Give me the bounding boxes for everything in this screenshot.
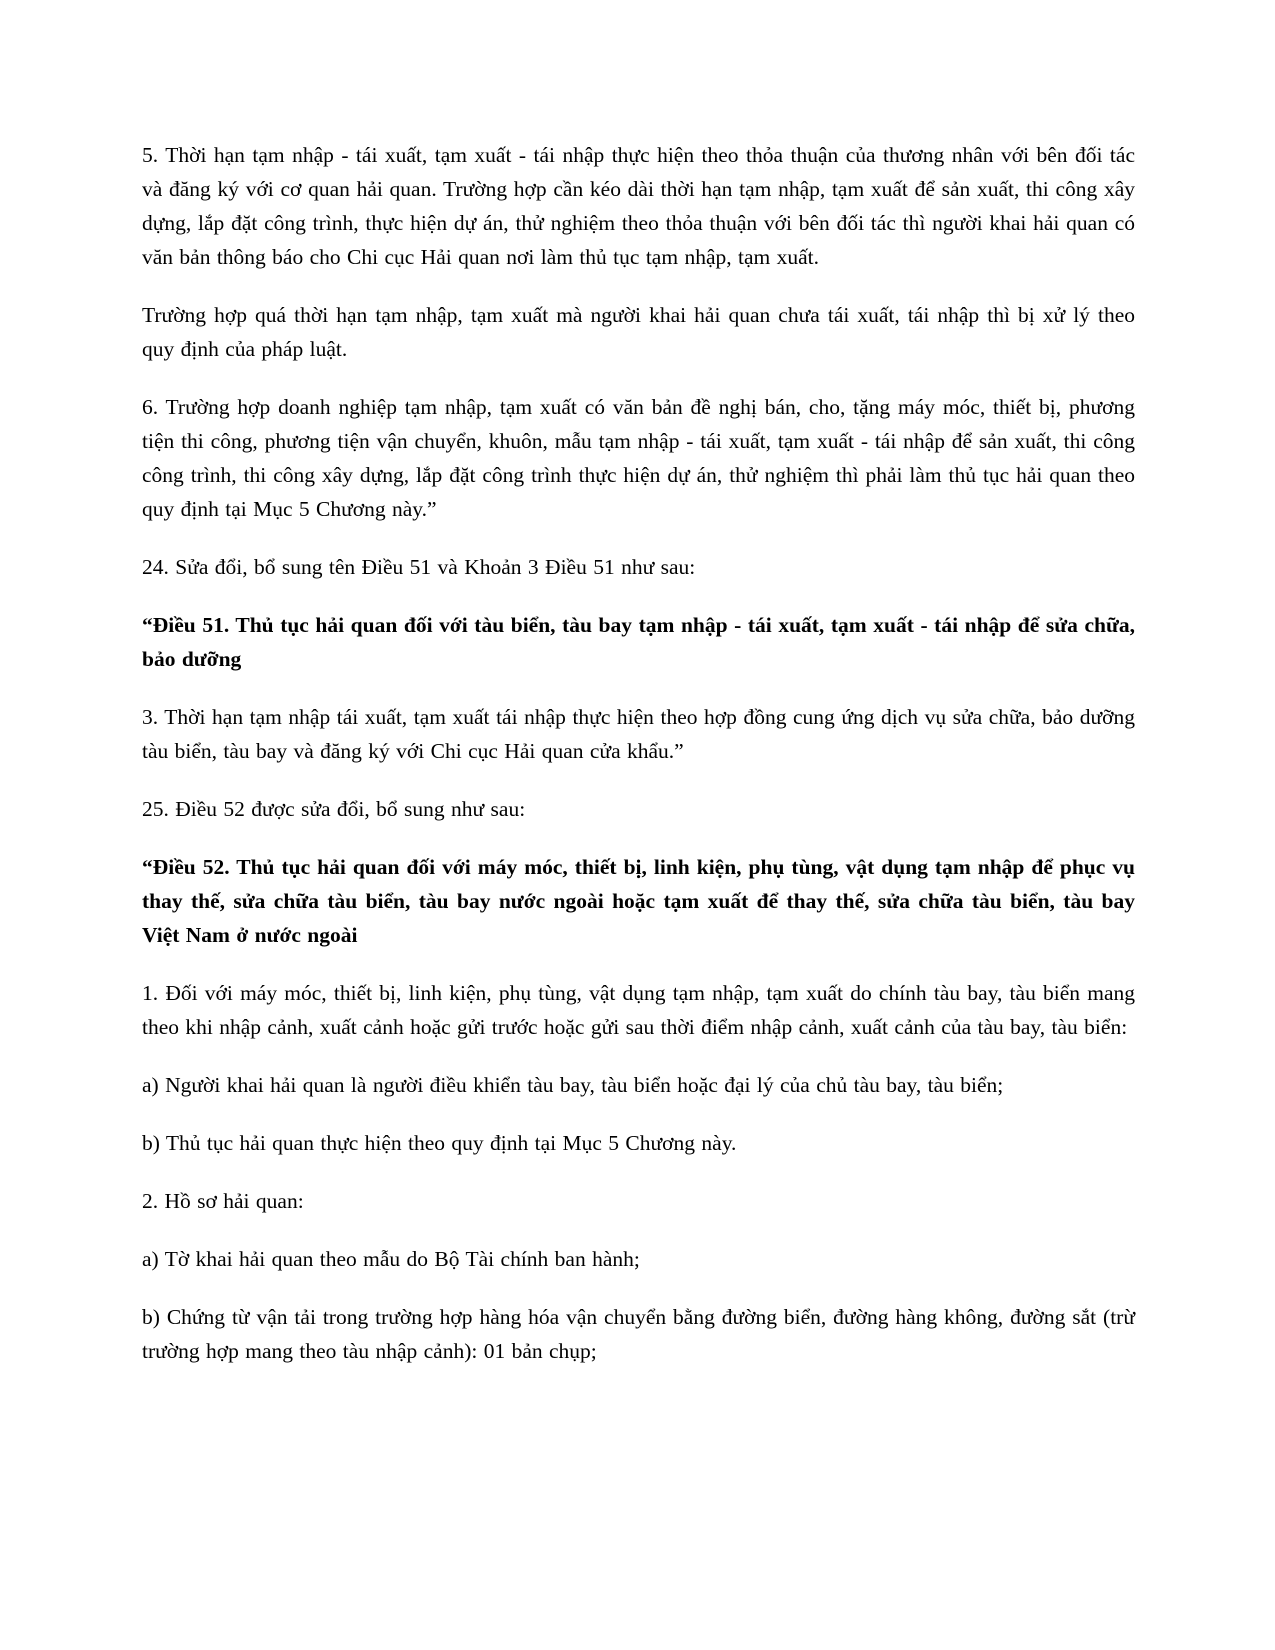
article-52-clause-1b-paragraph: b) Thủ tục hải quan thực hiện theo quy định tại Mục 5 Chương này. (142, 1131, 737, 1155)
item-25-intro-paragraph: 25. Điều 52 được sửa đổi, bổ sung như sau: (142, 797, 526, 821)
item-24-intro-paragraph: 24. Sửa đổi, bổ sung tên Điều 51 và Khoản 3 Điều 51 như sau: (142, 555, 696, 579)
article-52-clause-2a-paragraph: a) Tờ khai hải quan theo mẫu do Bộ Tài chính ban hành; (142, 1247, 640, 1271)
article-51-clause-3-paragraph: 3. Thời hạn tạm nhập tái xuất, tạm xuất tái nhập thực hiện theo hợp đồng cung ứng dịch vụ sửa chữa, bảo dưỡng tàu biển, tàu bay và đăng ký với Chi cục Hải quan cửa khẩu.” (142, 705, 1135, 763)
article-52-clause-2-paragraph: 2. Hồ sơ hải quan: (142, 1189, 304, 1213)
clause-5-time-limit-paragraph: 5. Thời hạn tạm nhập - tái xuất, tạm xuất - tái nhập thực hiện theo thỏa thuận của thương nhân với bên đối tác và đăng ký với cơ quan hải quan. Trường hợp cần kéo dài thời hạn tạm nhập, tạm xuất để sản xuất, thi công xây dựng, lắp đặt công trình, thực hiện dự án, thử nghiệm theo thỏa thuận với bên đối tác thì người khai hải quan có văn bản thông báo cho Chi cục Hải quan nơi làm thủ tục tạm nhập, tạm xuất. (142, 143, 1135, 269)
clause-5-overdue-paragraph: Trường hợp quá thời hạn tạm nhập, tạm xuất mà người khai hải quan chưa tái xuất, tái nhập thì bị xử lý theo quy định của pháp luật. (142, 303, 1135, 361)
article-52-heading: “Điều 52. Thủ tục hải quan đối với máy móc, thiết bị, linh kiện, phụ tùng, vật dụng tạm nhập để phục vụ thay thế, sửa chữa tàu biển, tàu bay nước ngoài hoặc tạm xuất để thay thế, sửa chữa tàu biển, tàu bay Việt Nam ở nước ngoài (142, 855, 1135, 947)
clause-6-paragraph: 6. Trường hợp doanh nghiệp tạm nhập, tạm xuất có văn bản đề nghị bán, cho, tặng máy móc, thiết bị, phương tiện thi công, phương tiện vận chuyển, khuôn, mẫu tạm nhập - tái xuất, tạm xuất - tái nhập để sản xuất, thi công công trình, thi công xây dựng, lắp đặt công trình thực hiện dự án, thử nghiệm thì phải làm thủ tục hải quan theo quy định tại Mục 5 Chương này.” (142, 395, 1135, 521)
article-51-heading: “Điều 51. Thủ tục hải quan đối với tàu biển, tàu bay tạm nhập - tái xuất, tạm xuất - tái nhập để sửa chữa, bảo dưỡng (142, 613, 1135, 671)
article-52-clause-2b-paragraph: b) Chứng từ vận tải trong trường hợp hàng hóa vận chuyển bằng đường biển, đường hàng không, đường sắt (trừ trường hợp mang theo tàu nhập cảnh): 01 bản chụp; (142, 1305, 1135, 1363)
article-52-clause-1-paragraph: 1. Đối với máy móc, thiết bị, linh kiện, phụ tùng, vật dụng tạm nhập, tạm xuất do chính tàu bay, tàu biển mang theo khi nhập cảnh, xuất cảnh hoặc gửi trước hoặc gửi sau thời điểm nhập cảnh, xuất cảnh của tàu bay, tàu biển: (142, 981, 1135, 1039)
article-52-clause-1a-paragraph: a) Người khai hải quan là người điều khiển tàu bay, tàu biển hoặc đại lý của chủ tàu bay, tàu biển; (142, 1073, 1004, 1097)
